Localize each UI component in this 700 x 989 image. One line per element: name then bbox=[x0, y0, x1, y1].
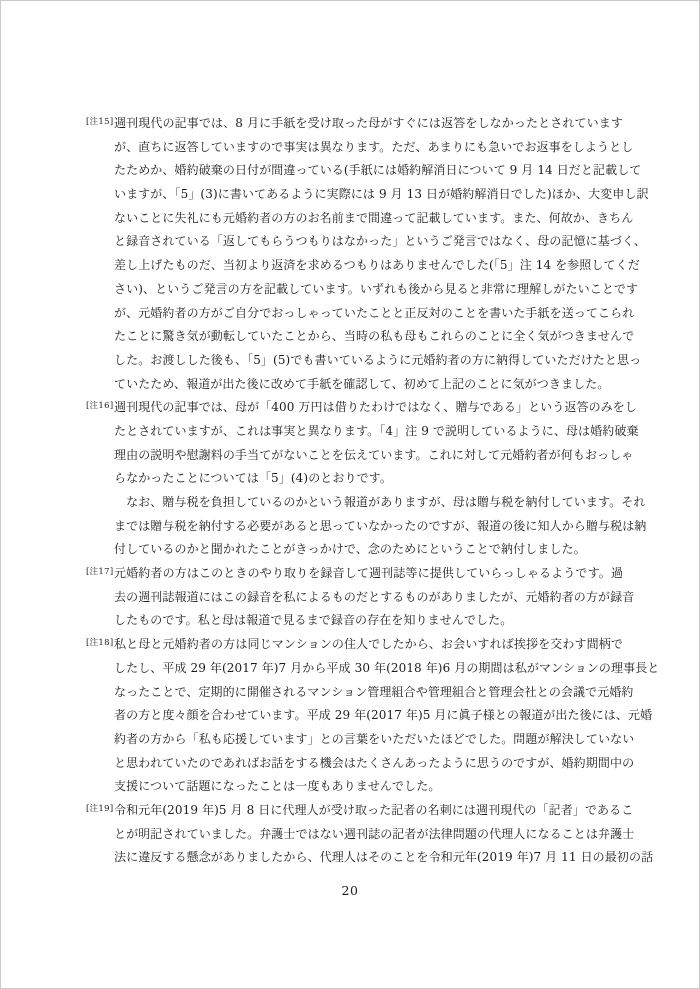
text-line: たためか、婚約破棄の日付が間違っている(手紙には婚約解消日について 9 月 14 日だと記載して bbox=[114, 163, 642, 178]
footnote-label: [注17] bbox=[86, 567, 114, 578]
text-line: らなかったことについては「5」(4)のとおりです。 bbox=[114, 471, 392, 486]
text-line: したものです。私と母は報道で見るまで録音の存在を知りませんでした。 bbox=[114, 613, 513, 628]
footnote-body bbox=[114, 799, 654, 870]
footnote-label: [注18] bbox=[86, 638, 114, 649]
footnote-body bbox=[114, 633, 660, 799]
page-number: 20 bbox=[341, 883, 359, 898]
text-line: 約者の方から「私も応援しています」との言葉をいただいたほどでした。問題が解決していない bbox=[114, 731, 635, 746]
text-line: までは贈与税を納付する必要があると思っていなかったのですが、報道の後に知人から贈与税は納 bbox=[114, 518, 647, 533]
text-line: したし、平成 29 年(2017 年)7 月から平成 30 年(2018 年)6 月の期間は私がマンションの理事長と bbox=[114, 660, 660, 675]
text-line: 支援について話題になったことは一度もありませんでした。 bbox=[114, 779, 441, 794]
footnote-label: [注15] bbox=[86, 117, 114, 127]
footnotes-container bbox=[86, 112, 660, 870]
text-line: した。お渡しした後も、「5」(5)でも書いているように元婚約者の方に納得していただけたと思っ bbox=[114, 352, 642, 367]
text-line: 者の方と度々顔を合わせています。平成 29 年(2017 年)5 月に眞子様との報道が出た後には、元婚 bbox=[114, 708, 653, 723]
footnote bbox=[86, 396, 647, 562]
text-line: たことに驚き気が動転していたことから、当時の私も母もこれらのことに全く気がつきませんで bbox=[114, 329, 635, 344]
text-line: が、元婚約者の方がご自分でおっしゃっていたことと正反対のことを書いた手紙を送ってこられ bbox=[114, 305, 635, 320]
footnote bbox=[86, 562, 635, 633]
text-line: 付しているのかと聞かれたことがきっかけで、念のためにということで納付しました。 bbox=[114, 542, 586, 557]
text-line: いますが、「5」(3)に書いてあるように実際には 9 月 13 日が婚約解消日でした)ほか、大変申し訳 bbox=[114, 187, 649, 202]
text-line: ないことに失礼にも元婚約者の方のお名前まで間違って記載しています。また、何故か、きちん bbox=[114, 210, 634, 225]
text-line: 令和元年(2019 年)5 月 8 日に代理人が受け取った記者の名刺には週刊現代の「記者」であるこ bbox=[114, 802, 634, 817]
footnote-body bbox=[114, 112, 649, 396]
text-line: 週刊現代の記事では、母が「400 万円は借りたわけではなく、贈与である」という返答のみをし bbox=[114, 400, 637, 415]
footnote-label: [注19] bbox=[86, 803, 114, 814]
text-line: が、直ちに返答していますので事実は異なります。ただ、あまりにも急いでお返事をしようとし bbox=[114, 139, 634, 154]
text-line: 差し上げたものだ、当初より返済を求めるつもりはありませんでした(「5」注 14 を参照してくだ bbox=[114, 258, 640, 273]
text-line: と思われていたのであればお話をする機会はたくさんあったように思うのですが、婚約期間中の bbox=[114, 755, 635, 770]
footnote bbox=[86, 633, 660, 799]
text-line: 私と母と元婚約者の方は同じマンションの住人でしたから、お会いすれば挨拶を交わす間柄で bbox=[114, 637, 623, 652]
footnote bbox=[86, 112, 649, 396]
footnote-label: [注16] bbox=[86, 401, 114, 412]
footnote-body bbox=[114, 562, 635, 633]
text-line: たとされていますが、これは事実と異なります。「4」注 9 で説明しているように、母は婚約破棄 bbox=[114, 423, 639, 438]
text-line: 理由の説明や慰謝料の手当てがないことを伝えています。これに対して元婚約者が何もおっしゃ bbox=[114, 447, 634, 462]
footnote-body bbox=[114, 396, 647, 562]
text-line: 週刊現代の記事では、8 月に手紙を受け取った母がすぐには返答をしなかったとされています bbox=[114, 116, 623, 130]
text-line: 去の週刊誌報道にはこの録音を私によるものだとするものがありましたが、元婚約者の方が録音 bbox=[114, 589, 635, 604]
text-line: ていたため、報道が出た後に改めて手紙を確認して、初めて上記のことに気がつきました。 bbox=[114, 376, 610, 391]
text-line: と録音されている「返してもらうつもりはなかった」というご発言ではなく、母の記憶に基づく、 bbox=[114, 234, 646, 249]
text-line: なったことで、定期的に開催されるマンション管理組合や管理組合と管理会社との会議で元婚約 bbox=[114, 684, 634, 699]
text-line: とが明記されていました。弁護士ではない週刊誌の記者が法律問題の代理人になることは弁護士 bbox=[114, 826, 635, 841]
text-line: 法に違反する懸念がありましたから、代理人はそのことを令和元年(2019 年)7 月 11 日の最初の話 bbox=[114, 850, 654, 865]
footnote bbox=[86, 799, 654, 870]
text-line: 元婚約者の方はこのときのやり取りを録音して週刊誌等に提供していらっしゃるようです。過 bbox=[114, 566, 623, 581]
text-line: なお、贈与税を負担しているのかという報道がありますが、母は贈与税を納付しています。それ bbox=[114, 495, 646, 509]
text-line: さい)、というご発言の方を記載しています。いずれも後から見ると非常に理解しがたいことです bbox=[114, 281, 639, 296]
